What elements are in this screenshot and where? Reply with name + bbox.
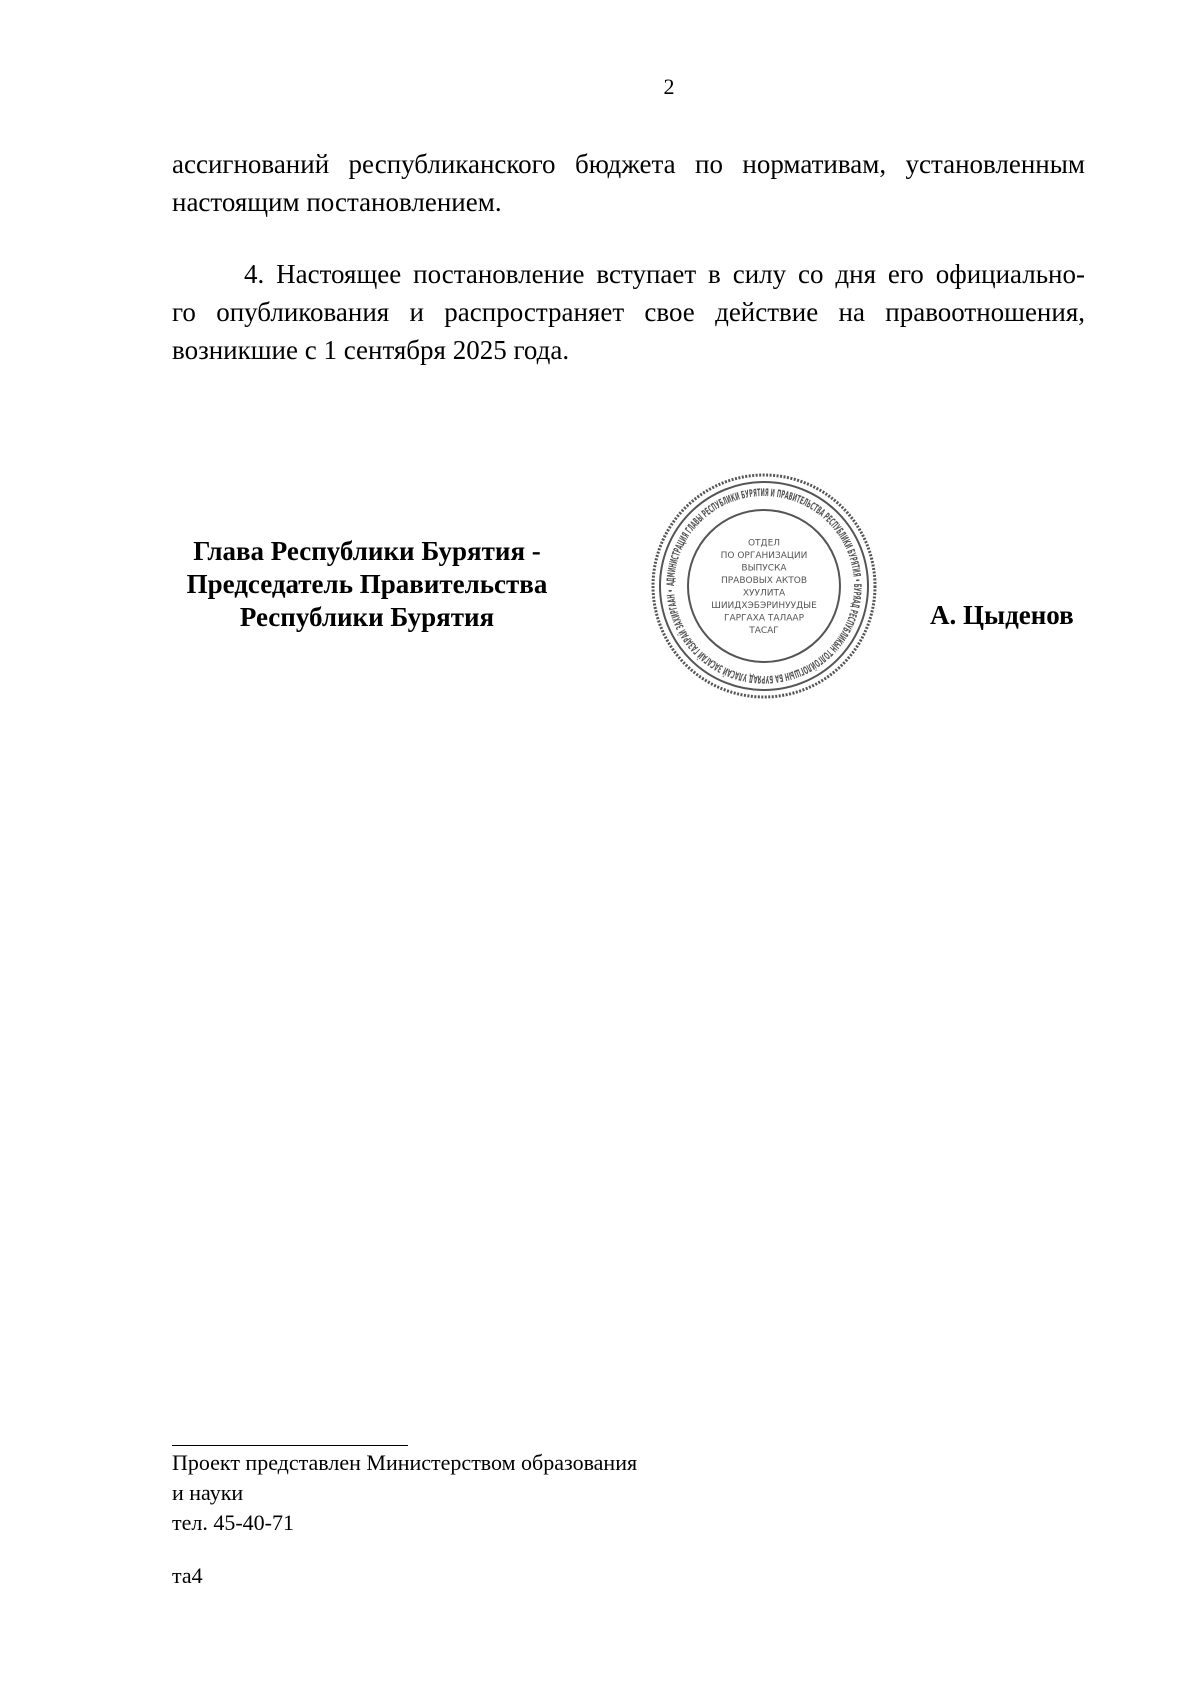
paragraph-entry-into-force [172,255,1085,369]
seal-center-line: ГАРГАХА ТАЛААР [723,613,805,624]
footnote-line: и науки [172,1480,244,1505]
seal-ring-text: АДМИНИСТРАЦИЯ ГЛАВЫ РЕСПУБЛИКИ БУРЯТИЯ И ПРАВИТЕЛЬСТВА РЕСПУБЛИКИ БУРЯТИЯ • БУРЯАД РЕСПУБЛИКЫН ТОЛГОЙЛОГШЫН БА БУРЯАД УЛАСАЙ ЗАСАГАЙ ГАЗАРАЙ ЗАХИРГААН • [664,486,864,686]
footnote-project-info [172,1448,637,1538]
seal-center-line: ШИИДХЭБЭРИНУУДЫЕ [711,600,817,611]
seal-center-line: ХУУЛИТА [742,588,786,599]
seal-center-line: ОТДЕЛ [747,538,781,549]
paragraph-line: 4. Настоящее постановление вступает в силу со дня его официально- [244,259,1085,289]
signer-position-line: Глава Республики Бурятия - [193,536,541,566]
official-seal-stamp [648,470,880,702]
seal-center-line: ВЫПУСКА [741,563,787,574]
signer-position [172,535,562,634]
seal-center-line: ПО ОРГАНИЗАЦИИ [720,550,808,561]
executor-code: та4 [172,1563,203,1588]
signer-position-line: Республики Бурятия [239,602,495,632]
paragraph-budget-allocations [172,145,1085,221]
seal-outer-circle [653,475,875,697]
footnote-line: Проект представлен Министерством образования [172,1450,638,1475]
paragraph-line: возникшие с 1 сентября 2025 года. [172,335,570,365]
seal-inner-circle [660,482,868,690]
footnote-line: тел. 45-40-71 [172,1510,295,1535]
seal-center-line: ПРАВОВЫХ АКТОВ [720,575,808,586]
seal-center-circle [688,510,840,662]
paragraph-line: ассигнований республиканского бюджета по нормативам, установленным [172,149,1085,179]
paragraph-line: го опубликования и распространяет свое действие на правоотношения, [172,297,1085,327]
paragraph-line: настоящим постановлением. [172,187,502,217]
page-number: 2 [663,74,675,99]
footnote-divider [172,1445,408,1446]
signer-position-line: Председатель Правительства [186,569,548,599]
seal-center-line: ТАСАГ [749,625,779,636]
signer-name: А. Цыденов [930,600,1074,630]
